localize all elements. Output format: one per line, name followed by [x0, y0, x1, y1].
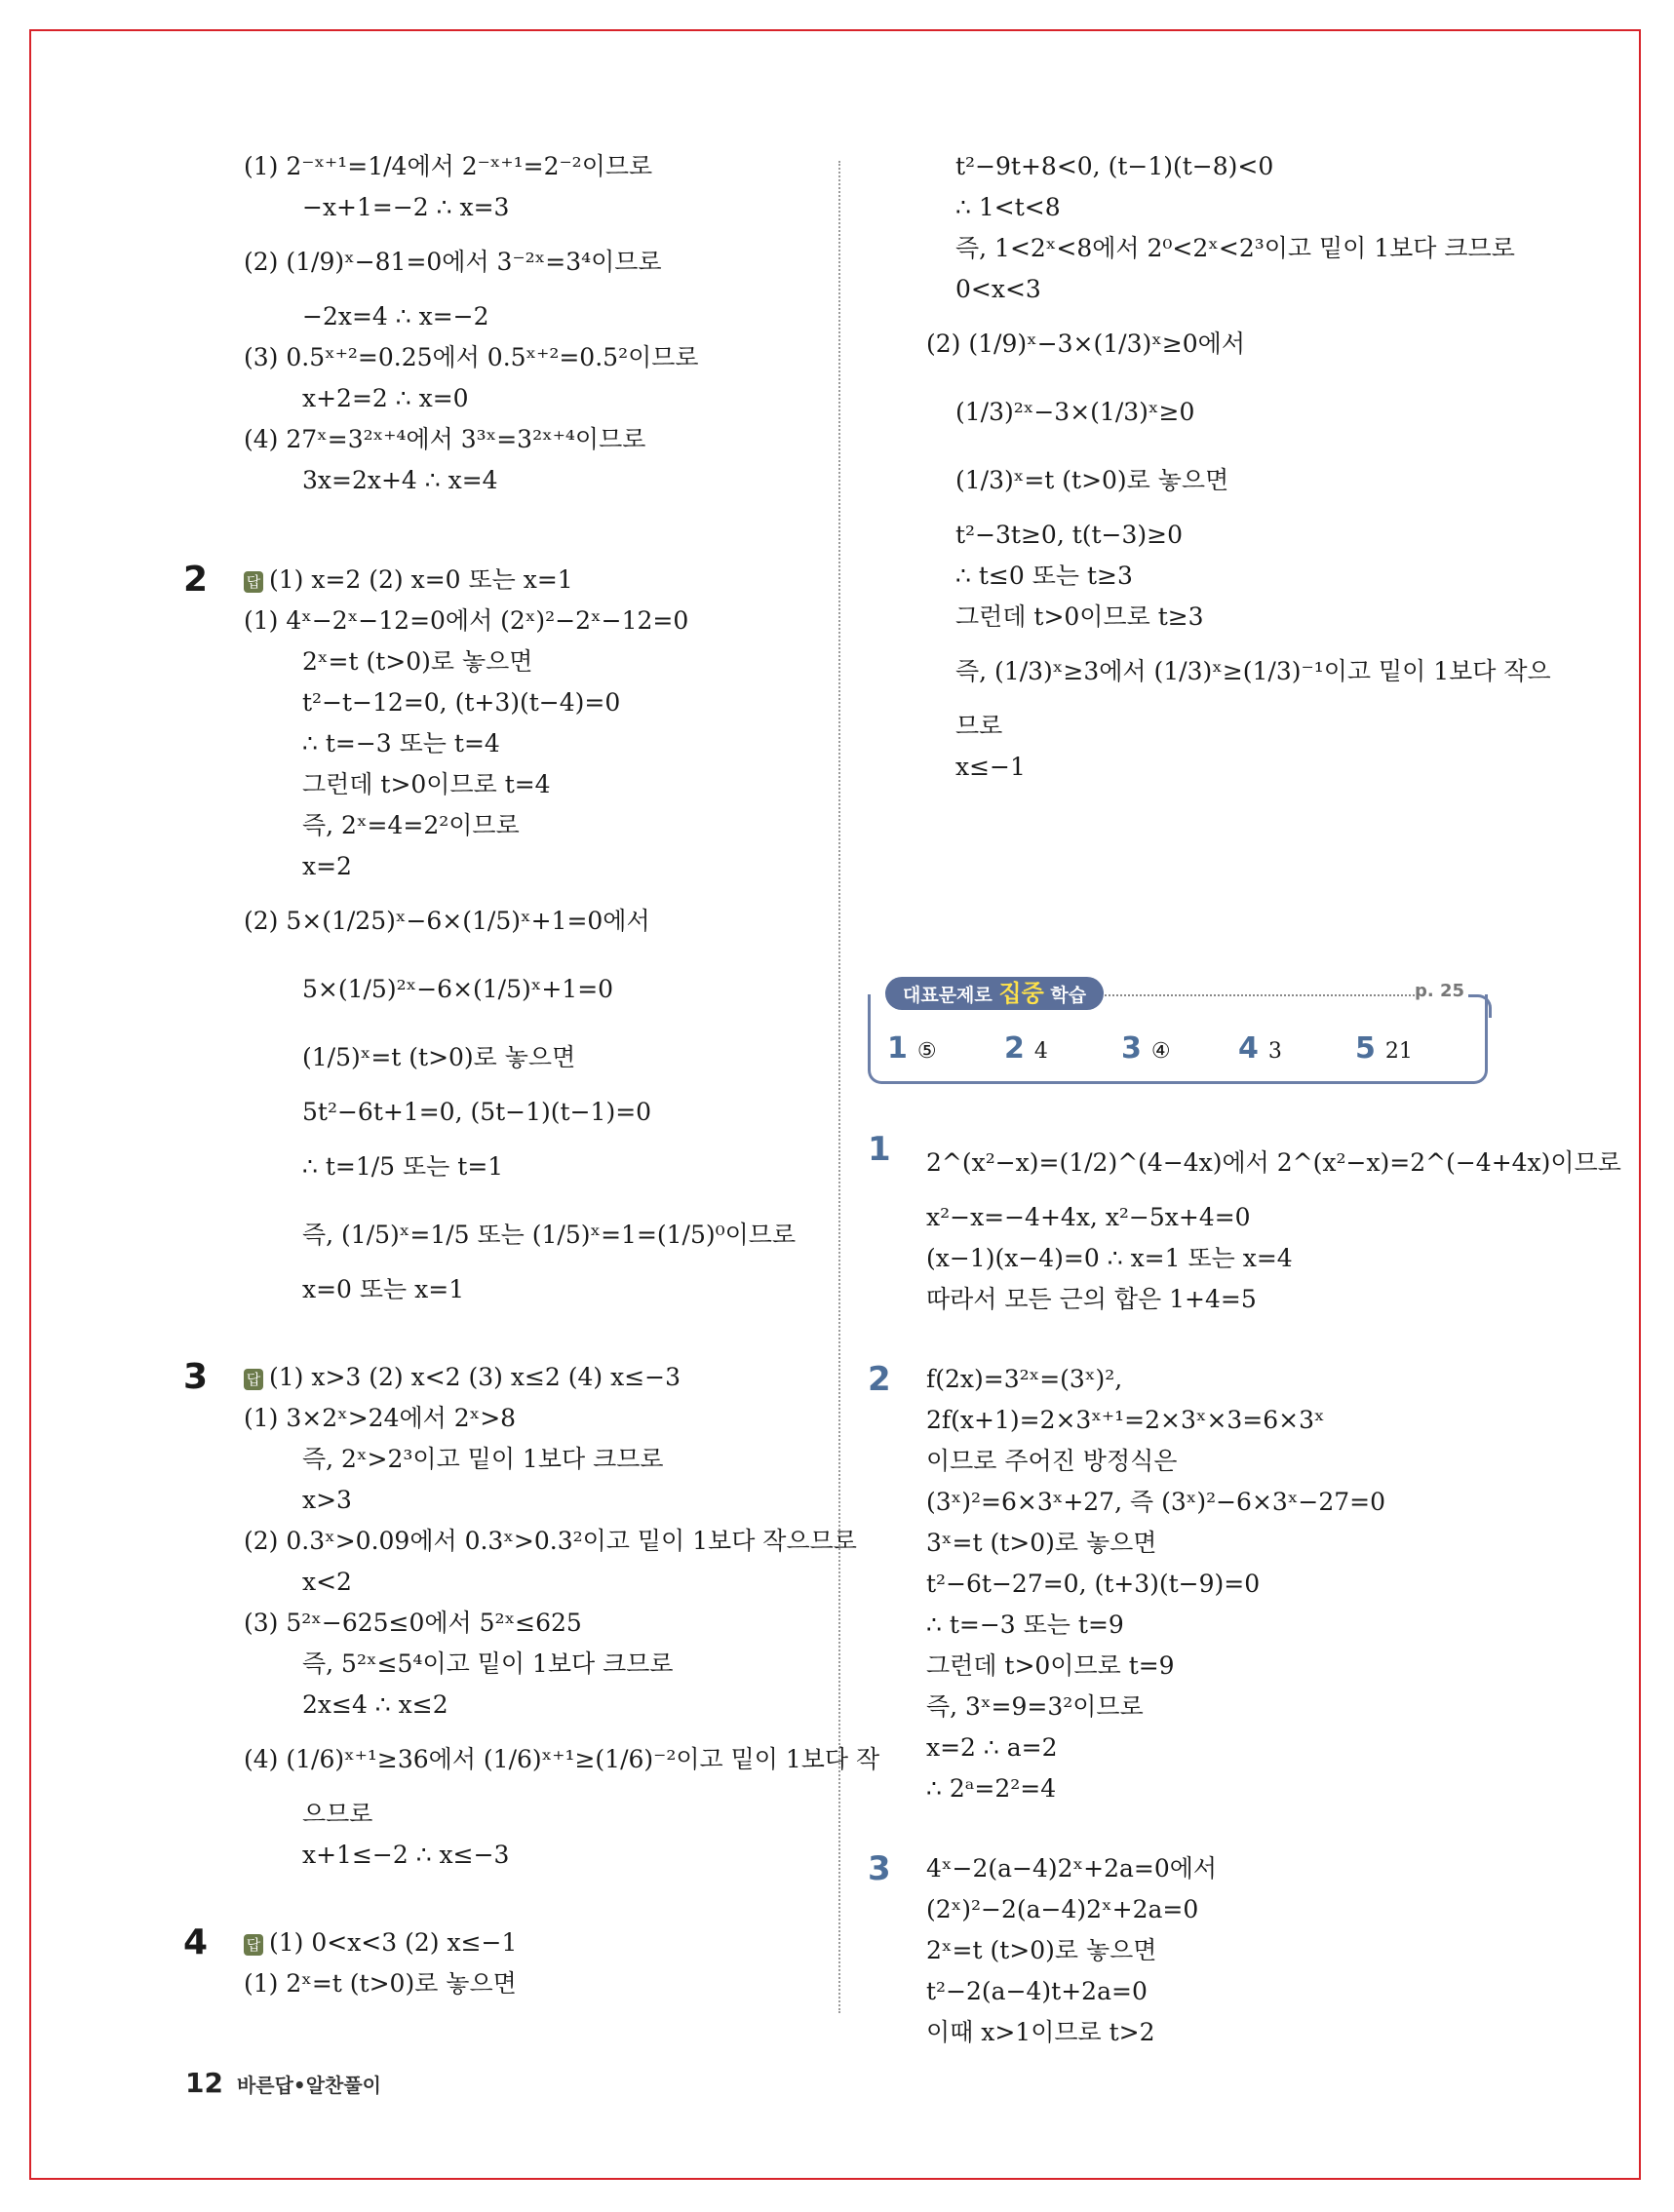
answer-line — [244, 1922, 829, 1963]
focus-tab-text-b: 집중 — [998, 980, 1044, 1007]
solution-line: 2ˣ=t (t>0)로 놓으면 — [926, 1936, 1157, 1964]
solution-line: 즉, (1/5)ˣ=1/5 또는 (1/5)ˣ=1=(1/5)⁰이므로 — [302, 1221, 797, 1249]
solution-line: t²−t−12=0, (t+3)(t−4)=0 — [302, 688, 621, 717]
problem-3 — [183, 1357, 880, 1876]
solution-line: 으므로 — [302, 1800, 373, 1828]
focus-item-value: ⑤ — [916, 1039, 937, 1064]
answer-line — [244, 1357, 829, 1398]
focus-box-dotted-rule — [1053, 994, 1419, 996]
solution-line: 4ˣ−2(a−4)2ˣ+2a=0에서 — [926, 1854, 1218, 1882]
focus-item-number: 5 — [1355, 1031, 1376, 1066]
solution-line: x=2 — [302, 852, 352, 880]
solution-line: x+2=2 ∴ x=0 — [302, 384, 469, 412]
right-column — [868, 146, 1621, 2053]
focus-problem-3 — [868, 1848, 1511, 2053]
problem-number: 4 — [183, 1922, 209, 1962]
answer-text: (1) 0<x<3 (2) x≤−1 — [269, 1928, 518, 1957]
solution-line: ∴ 2ᵃ=2²=4 — [926, 1774, 1057, 1803]
solution-line: −2x=4 ∴ x=−2 — [302, 302, 489, 330]
problem-number: 3 — [183, 1357, 209, 1397]
solution-line: 3ˣ=t (t>0)로 놓으면 — [926, 1529, 1157, 1557]
focus-answer-item — [1238, 1031, 1355, 1066]
solution-line: f(2x)=3²ˣ=(3ˣ)², — [926, 1365, 1123, 1393]
focus-answer-item — [1004, 1031, 1121, 1066]
focus-box-corner — [1468, 994, 1492, 1018]
solution-line: ∴ t=1/5 또는 t=1 — [302, 1152, 504, 1181]
focus-item-value: 21 — [1384, 1039, 1413, 1064]
solution-line: x<2 — [302, 1568, 352, 1596]
solution-line: t²−9t+8<0, (t−1)(t−8)<0 — [955, 152, 1274, 180]
problem-number: 3 — [868, 1849, 891, 1888]
focus-item-number: 2 — [1004, 1031, 1025, 1066]
focus-answer-item — [1355, 1031, 1472, 1066]
solution-line: 그런데 t>0이므로 t=4 — [302, 770, 551, 798]
solution-line: 즉, (1/3)ˣ≥3에서 (1/3)ˣ≥(1/3)⁻¹이고 밑이 1보다 작으 — [955, 657, 1551, 685]
solution-line: 이때 x>1이므로 t>2 — [926, 2018, 1155, 2046]
solution-line: x>3 — [302, 1486, 352, 1514]
page-footer — [185, 2067, 381, 2099]
focus-problem-2 — [868, 1359, 1511, 1809]
solution-line: 이므로 주어진 방정식은 — [926, 1447, 1178, 1475]
solution-line: (3) 0.5ˣ⁺²=0.25에서 0.5ˣ⁺²=0.5²이므로 — [244, 343, 699, 371]
answer-text: (1) x=2 (2) x=0 또는 x=1 — [269, 565, 573, 594]
page-number: 12 — [185, 2067, 223, 2099]
problem-number: 1 — [868, 1130, 891, 1169]
solution-line: (1) 3×2ˣ>24에서 2ˣ>8 — [244, 1404, 517, 1432]
solution-line: (2) 5×(1/25)ˣ−6×(1/5)ˣ+1=0에서 — [244, 907, 650, 935]
solution-line: 므로 — [955, 712, 1003, 740]
solution-line: (2) 0.3ˣ>0.09에서 0.3ˣ>0.3²이고 밑이 1보다 작으므로 — [244, 1527, 857, 1555]
solution-line: (3ˣ)²=6×3ˣ+27, 즉 (3ˣ)²−6×3ˣ−27=0 — [926, 1488, 1386, 1516]
focus-item-number: 3 — [1121, 1031, 1142, 1066]
solution-line: 2^(x²−x)=(1/2)^(4−4x)에서 2^(x²−x)=2^(−4+4x)이므로 — [926, 1148, 1621, 1177]
problem-number: 2 — [183, 560, 209, 600]
problem-number: 2 — [868, 1360, 891, 1399]
solution-line: t²−6t−27=0, (t+3)(t−9)=0 — [926, 1570, 1261, 1598]
solution-line: (4) (1/6)ˣ⁺¹≥36에서 (1/6)ˣ⁺¹≥(1/6)⁻²이고 밑이 1보다 작 — [244, 1745, 880, 1773]
focus-page-ref: p. 25 — [1414, 981, 1464, 1001]
solution-line: ∴ 1<t<8 — [955, 193, 1061, 221]
solution-line: (4) 27ˣ=3²ˣ⁺⁴에서 3³ˣ=3²ˣ⁺⁴이므로 — [244, 425, 646, 453]
solution-line: 3x=2x+4 ∴ x=4 — [302, 466, 498, 494]
solution-line: x=0 또는 x=1 — [302, 1275, 465, 1303]
focus-item-value: 3 — [1267, 1039, 1282, 1064]
solution-line: −x+1=−2 ∴ x=3 — [302, 193, 510, 221]
solution-line: 2ˣ=t (t>0)로 놓으면 — [302, 647, 533, 676]
solution-line: 0<x<3 — [955, 275, 1041, 303]
solution-line: t²−2(a−4)t+2a=0 — [926, 1977, 1148, 2005]
solution-line: 따라서 모든 근의 합은 1+4=5 — [926, 1285, 1257, 1313]
problem-4-continued — [868, 146, 1551, 788]
focus-answer-list — [887, 1031, 1472, 1066]
solution-line: ∴ t=−3 또는 t=9 — [926, 1610, 1124, 1639]
solution-line: (1/3)ˣ=t (t>0)로 놓으면 — [955, 466, 1229, 494]
solution-line: (1) 2⁻ˣ⁺¹=1/4에서 2⁻ˣ⁺¹=2⁻²이므로 — [244, 152, 653, 180]
solution-line: t²−3t≥0, t(t−3)≥0 — [955, 521, 1184, 549]
problem-4 — [185, 1922, 829, 2004]
solution-line: 그런데 t>0이므로 t≥3 — [955, 602, 1204, 631]
solution-line: (x−1)(x−4)=0 ∴ x=1 또는 x=4 — [926, 1244, 1293, 1272]
problem-1-continued — [185, 146, 829, 501]
solution-line: x=2 ∴ a=2 — [926, 1733, 1058, 1762]
solution-line: (1/5)ˣ=t (t>0)로 놓으면 — [302, 1043, 576, 1071]
footer-label: 바른답•알찬풀이 — [236, 2074, 381, 2097]
focus-item-value: 4 — [1033, 1039, 1048, 1064]
focus-item-value: ④ — [1150, 1039, 1171, 1064]
solution-line: 그런데 t>0이므로 t=9 — [926, 1651, 1175, 1680]
solution-line: ∴ t=−3 또는 t=4 — [302, 729, 500, 757]
solution-line: 5t²−6t+1=0, (5t−1)(t−1)=0 — [302, 1098, 652, 1126]
answer-text: (1) x>3 (2) x<2 (3) x≤2 (4) x≤−3 — [269, 1363, 681, 1391]
answer-badge-icon: 답 — [244, 1369, 263, 1390]
answer-badge-icon: 답 — [244, 571, 263, 593]
solution-line: ∴ t≤0 또는 t≥3 — [955, 562, 1133, 590]
focus-item-number: 1 — [887, 1031, 908, 1066]
answer-line — [244, 560, 829, 601]
solution-line: (1/3)²ˣ−3×(1/3)ˣ≥0 — [955, 398, 1195, 426]
problem-2 — [185, 560, 829, 1310]
focus-study-box — [868, 980, 1492, 1090]
solution-line: 즉, 2ˣ=4=2²이므로 — [302, 811, 520, 839]
solution-line: (2ˣ)²−2(a−4)2ˣ+2a=0 — [926, 1895, 1199, 1923]
focus-item-number: 4 — [1238, 1031, 1259, 1066]
focus-tab-text-c: 학습 — [1050, 985, 1087, 1006]
solution-line: 5×(1/5)²ˣ−6×(1/5)ˣ+1=0 — [302, 975, 614, 1003]
solution-line: 즉, 3ˣ=9=3²이므로 — [926, 1692, 1144, 1721]
solution-line: (2) (1/9)ˣ−3×(1/3)ˣ≥0에서 — [926, 330, 1245, 358]
solution-line: 2f(x+1)=2×3ˣ⁺¹=2×3ˣ×3=6×3ˣ — [926, 1406, 1325, 1434]
solution-line: (1) 4ˣ−2ˣ−12=0에서 (2ˣ)²−2ˣ−12=0 — [244, 606, 689, 635]
solution-line: 즉, 2ˣ>2³이고 밑이 1보다 크므로 — [302, 1445, 664, 1473]
focus-answer-item — [1121, 1031, 1238, 1066]
solution-line: 2x≤4 ∴ x≤2 — [302, 1690, 448, 1719]
solution-line: x²−x=−4+4x, x²−5x+4=0 — [926, 1203, 1251, 1231]
answer-badge-icon: 답 — [244, 1934, 263, 1956]
left-column — [183, 146, 880, 2004]
focus-answer-item — [887, 1031, 1004, 1066]
solution-line: x≤−1 — [955, 753, 1026, 781]
solution-line: (3) 5²ˣ−625≤0에서 5²ˣ≤625 — [244, 1609, 582, 1637]
solution-line: 즉, 5²ˣ≤5⁴이고 밑이 1보다 크므로 — [302, 1649, 674, 1678]
focus-problem-1 — [868, 1129, 1621, 1320]
solution-line: x+1≤−2 ∴ x≤−3 — [302, 1841, 510, 1869]
focus-box-tab — [885, 977, 1104, 1010]
column-divider — [838, 161, 840, 2013]
focus-tab-text-a: 대표문제로 — [903, 985, 993, 1006]
solution-line: (2) (1/9)ˣ−81=0에서 3⁻²ˣ=3⁴이므로 — [244, 248, 662, 276]
solution-line: (1) 2ˣ=t (t>0)로 놓으면 — [244, 1969, 517, 1998]
solution-line: 즉, 1<2ˣ<8에서 2⁰<2ˣ<2³이고 밑이 1보다 크므로 — [955, 234, 1515, 262]
